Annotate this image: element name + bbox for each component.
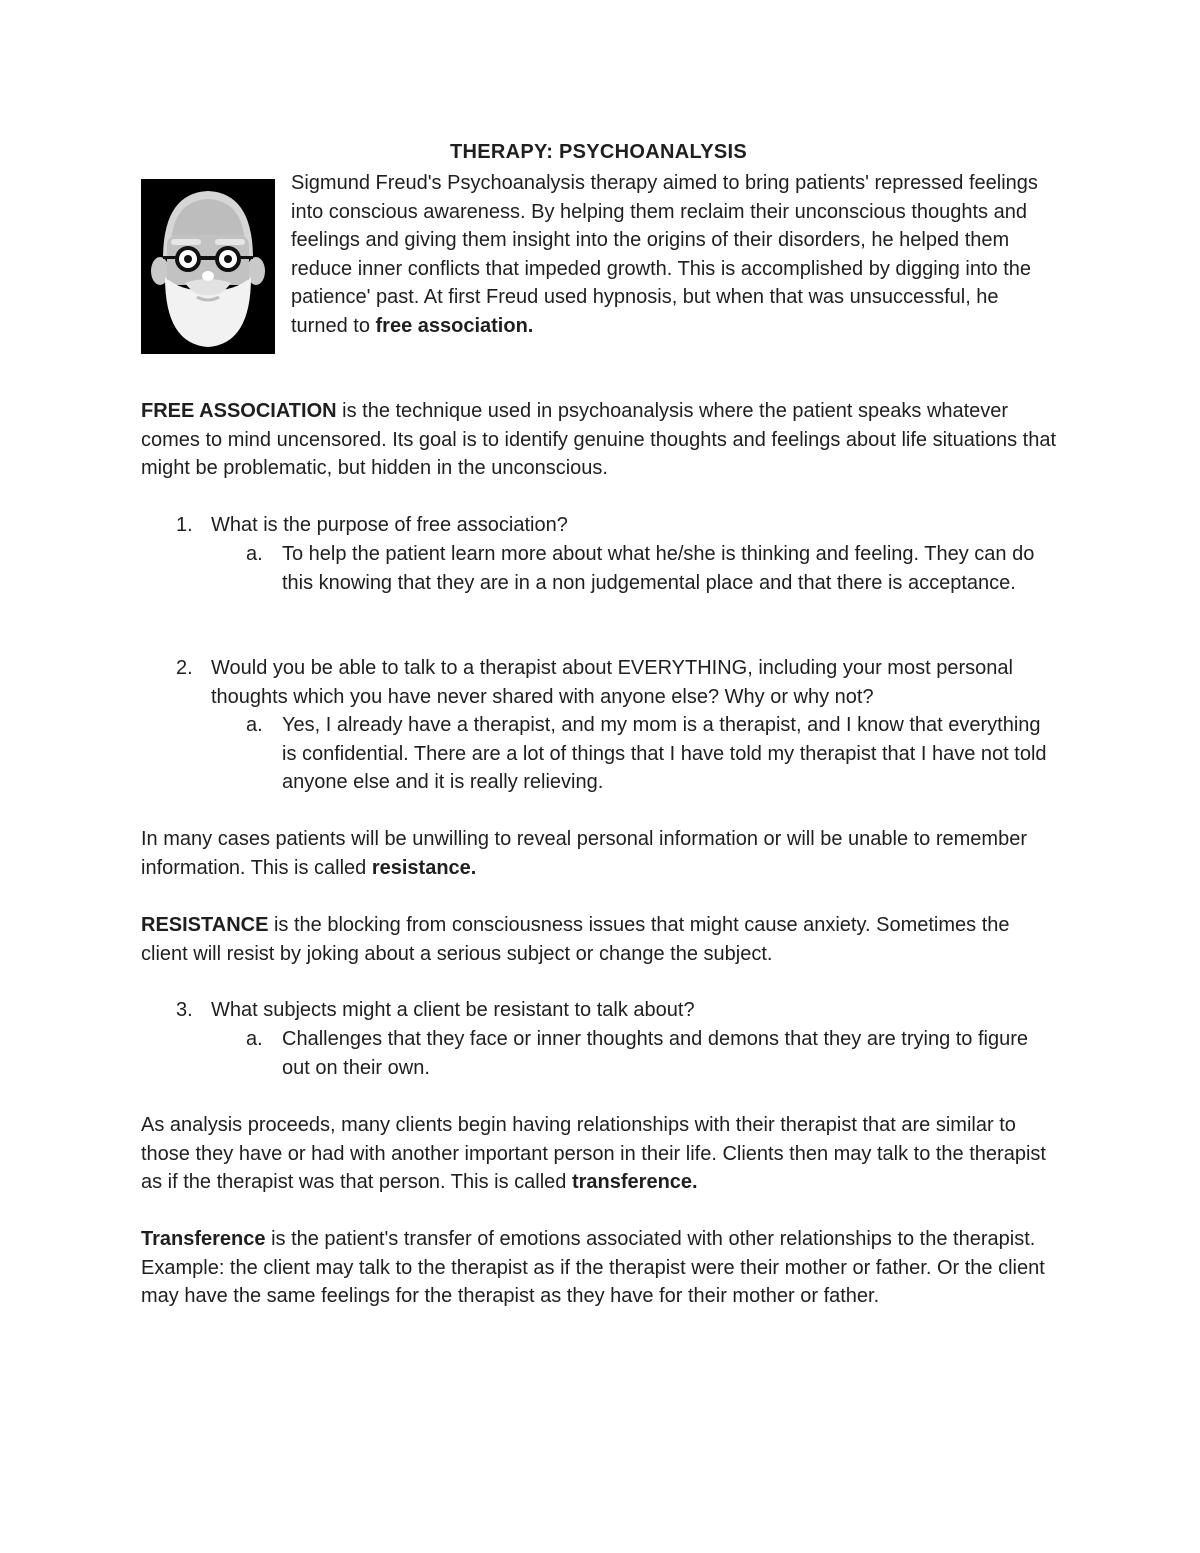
answer-2-letter: a. [246, 714, 263, 736]
question-1-number: 1. [176, 514, 193, 536]
question-2-number: 2. [176, 657, 193, 679]
transference-paragraph [141, 1225, 1061, 1311]
resistance-term: RESISTANCE [141, 914, 269, 936]
transference-intro-text: As analysis proceeds, many clients begin having relationships with their therapist that are similar to those they have or had with another important person in their life. Clients then may talk to the therapist as if the therapist was that person. This is called [141, 1114, 1046, 1194]
answer-3-letter: a. [246, 1028, 263, 1050]
free-association-term: FREE ASSOCIATION [141, 400, 337, 422]
transference-definition: is the patient's transfer of emotions associated with other relationships to the therapist. Example: the client may talk to the therapist as if the therapist were their mother or father. Or the client may have the same feelings for the therapist as they have for their mother or father. [141, 1228, 1045, 1308]
resistance-intro-text: In many cases patients will be unwilling to reveal personal information or will be unable to remember information. This is called [141, 828, 1027, 879]
question-2-text: Would you be able to talk to a therapist about EVERYTHING, including your most personal thoughts which you have never shared with anyone else? Why or why not? [211, 657, 1013, 708]
answer-2-text: Yes, I already have a therapist, and my mom is a therapist, and I know that everything is confidential. There are a lot of things that I have told my therapist that I have not told anyone else and it is really relieving. [282, 714, 1047, 794]
question-3-number: 3. [176, 999, 193, 1021]
free-association-definition: is the technique used in psychoanalysis where the patient speaks whatever comes to mind uncensored. Its goal is to identify genuine thoughts and feelings about life situations that might be problematic, but hidden in the unconscious. [141, 400, 1057, 480]
intro-bold-term: free association. [375, 314, 534, 337]
resistance-intro-paragraph [141, 825, 1061, 882]
page-title: THERAPY: PSYCHOANALYSIS [450, 141, 747, 163]
freud-portrait-icon [141, 179, 275, 354]
transference-intro-paragraph [141, 1111, 1061, 1197]
answer-1-letter: a. [246, 543, 263, 565]
question-3-text: What subjects might a client be resistant to talk about? [211, 999, 695, 1021]
answer-1-text: To help the patient learn more about what he/she is thinking and feeling. They can do this knowing that they are in a non judgemental place and that there is acceptance. [282, 543, 1035, 594]
resistance-definition: is the blocking from consciousness issues that might cause anxiety. Sometimes the client will resist by joking about a serious subject or change the subject. [141, 914, 1010, 965]
resistance-paragraph [141, 911, 1061, 968]
question-1-text: What is the purpose of free association? [211, 514, 568, 536]
intro-paragraph [291, 169, 1051, 341]
resistance-intro-bold-term: resistance. [371, 856, 477, 879]
transference-term: Transference [141, 1228, 266, 1250]
transference-intro-bold-term: transference. [571, 1171, 698, 1194]
intro-text: Sigmund Freud's Psychoanalysis therapy aimed to bring patients' repressed feelings into conscious awareness. By helping them reclaim their unconscious thoughts and feelings and giving them insight into the origins of their disorders, he helped them reduce inner conflicts that impeded growth. This is accomplished by digging into the patience' past. At first Freud used hypnosis, but when that was unsuccessful, he turned to [291, 172, 1038, 337]
free-association-paragraph [141, 397, 1061, 483]
answer-3-text: Challenges that they face or inner thoughts and demons that they are trying to figure out on their own. [282, 1028, 1029, 1079]
